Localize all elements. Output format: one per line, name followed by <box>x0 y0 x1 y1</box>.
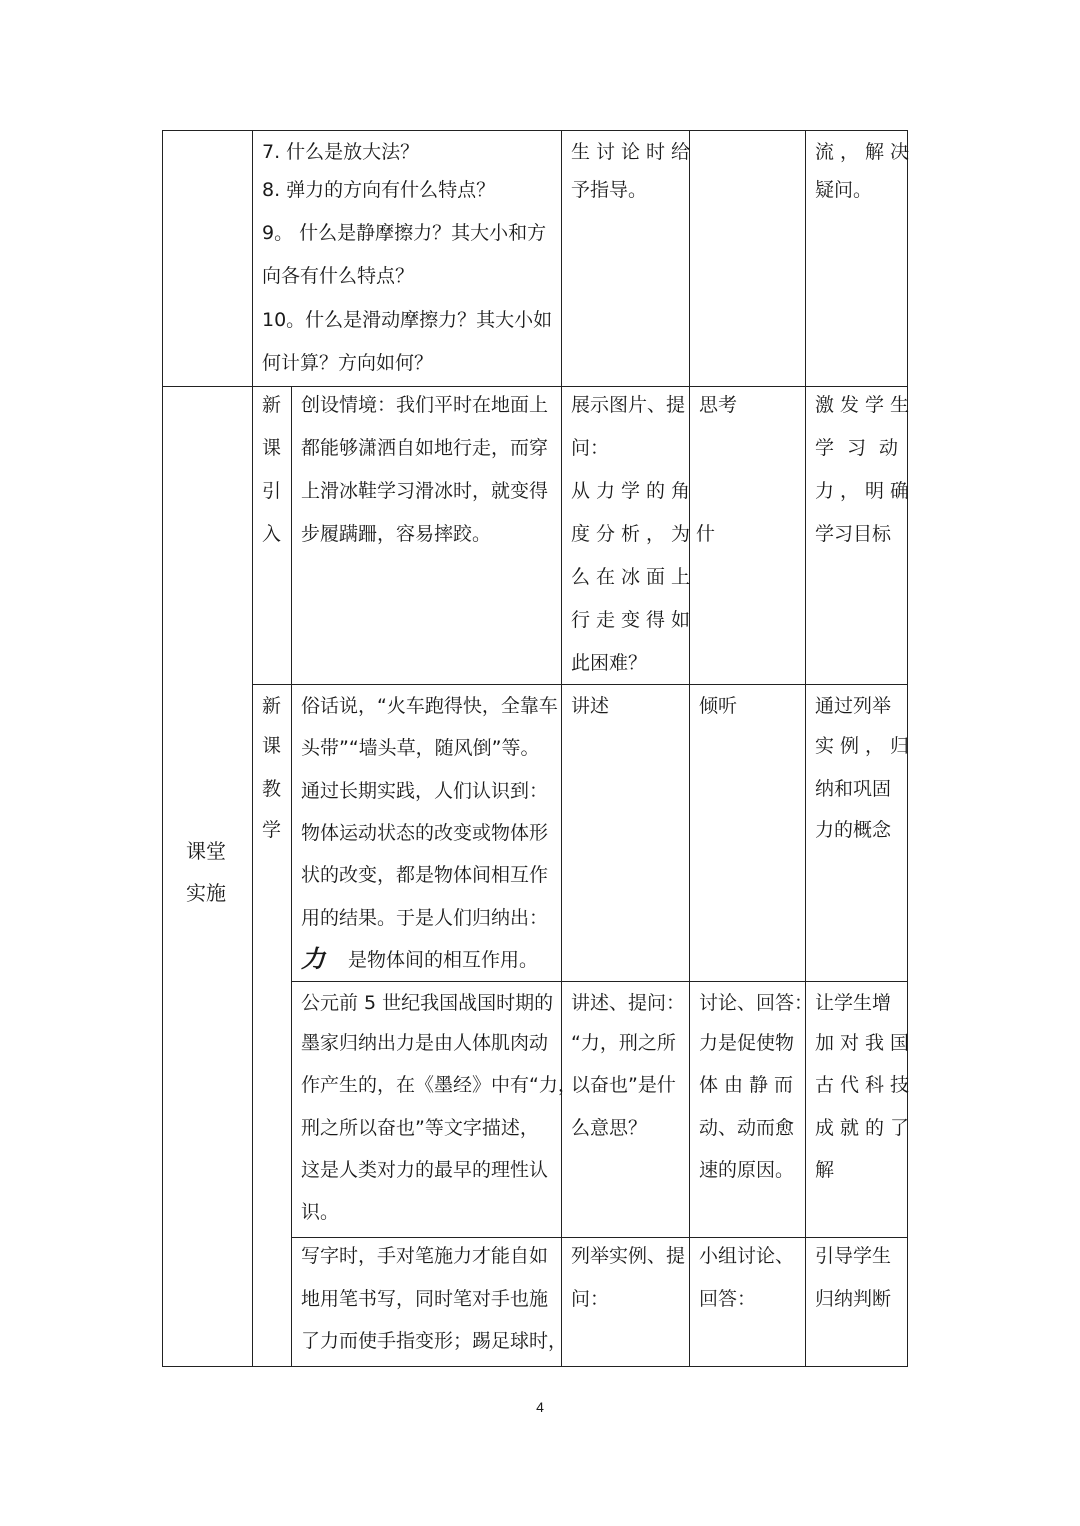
row1-purpose-line: 纳和巩固 <box>815 778 892 800</box>
stage-label: 实施 <box>186 881 226 905</box>
row1-content-line: 俗话说，“火车跑得快，全靠车 <box>301 695 558 717</box>
intro-content-line: 上滑冰鞋学习滑冰时，就变得 <box>301 480 549 502</box>
row3-content-line: 地用笔书写，同时笔对手也施 <box>301 1288 549 1310</box>
row1-content-line: 用的结果。于是人们归纳出： <box>301 907 549 929</box>
question-line: 向各有什么特点？ <box>262 265 415 287</box>
student-cell-top <box>689 130 806 387</box>
row1-teacher-cell <box>561 684 690 982</box>
row2-student-line: 体由静而 <box>699 1074 800 1096</box>
intro-sub-label: 引 <box>262 480 282 502</box>
row2-student-line: 动、动而愈 <box>699 1117 795 1139</box>
row2-content-line: 识。 <box>301 1201 340 1223</box>
row2-teacher-line: 讲述、提问： <box>571 992 686 1014</box>
row2-content-line: 刑之所以奋也”等文字描述， <box>301 1117 539 1139</box>
purpose-text: 疑问。 <box>815 179 873 201</box>
row2-content-line: 墨家归纳出力是由人体肌肉动 <box>301 1032 549 1054</box>
teacher-text: 生讨论时给 <box>571 141 697 163</box>
row1-content-line: 物体运动状态的改变或物体形 <box>301 822 549 844</box>
intro-teacher-line: 从力学的角 <box>571 480 697 502</box>
row1-student-cell <box>689 684 806 982</box>
stage-label: 课堂 <box>186 839 226 863</box>
intro-purpose-line: 激发学生 <box>815 394 916 416</box>
intro-sub-label: 入 <box>262 523 282 545</box>
intro-sub-label: 新 <box>262 394 282 416</box>
row2-student-cell <box>689 981 806 1238</box>
row2-purpose-line: 加对我国 <box>815 1032 916 1054</box>
teaching-sub-label: 学 <box>262 819 282 841</box>
row2-content-line: 作产生的，在《墨经》中有“力， <box>301 1074 577 1096</box>
intro-teacher-line: 度分析，为什 <box>571 523 722 545</box>
row1-content-line: 状的改变，都是物体间相互作 <box>301 864 549 886</box>
row2-content-line: 这是人类对力的最早的理性认 <box>301 1159 549 1181</box>
row2-purpose-line: 成就的了 <box>815 1117 916 1139</box>
intro-content-line: 都能够潇洒自如地行走，而穿 <box>301 437 549 459</box>
row2-purpose-line: 让学生增 <box>815 992 892 1014</box>
question-line: 8. 弹力的方向有什么特点？ <box>262 179 496 201</box>
row2-student-line: 讨论、回答： <box>699 992 814 1014</box>
intro-sub-label: 课 <box>262 437 282 459</box>
row2-student-line: 速的原因。 <box>699 1159 795 1181</box>
intro-teacher-line: 问： <box>571 437 610 459</box>
row1-content-line: 头带”“墙头草，随风倒”等。 <box>301 737 540 759</box>
row2-student-line: 力是促使物 <box>699 1032 795 1054</box>
intro-content-line: 创设情境：我们平时在地面上 <box>301 394 549 416</box>
row3-teacher-line: 列举实例、提 <box>571 1245 686 1267</box>
intro-purpose-line: 学习动 <box>815 437 912 459</box>
row1-purpose-line: 实例，归 <box>815 735 916 757</box>
teaching-sub-label: 新 <box>262 695 282 717</box>
row2-purpose-line: 古代科技 <box>815 1074 916 1096</box>
row2-teacher-cell <box>561 981 690 1238</box>
teacher-text: 予指导。 <box>571 179 648 201</box>
row3-content-line: 了力而使手指变形；踢足球时， <box>301 1330 568 1352</box>
purpose-text: 流，解决 <box>815 141 916 163</box>
row2-content-line: 公元前 5 世纪我国战国时期的 <box>301 992 554 1014</box>
intro-teacher-line: 么在冰面上 <box>571 566 697 588</box>
row1-content-line: 通过长期实践，人们认识到： <box>301 780 549 802</box>
row3-student-line: 小组讨论、 <box>699 1245 795 1267</box>
question-line: 9。 什么是静摩擦力？其大小和方 <box>262 222 547 244</box>
teaching-sub-label: 教 <box>262 778 282 800</box>
intro-teacher-line: 此困难？ <box>571 652 648 674</box>
stage-cell-top <box>162 130 253 387</box>
purpose-cell-top <box>805 130 908 387</box>
row2-purpose-line: 解 <box>815 1159 835 1181</box>
questions-cell <box>252 130 562 387</box>
row1-purpose-line: 通过列举 <box>815 695 892 717</box>
page-number: 4 <box>536 1399 544 1415</box>
intro-purpose-line: 学习目标 <box>815 523 892 545</box>
intro-purpose-line: 力，明确 <box>815 480 916 502</box>
row2-purpose-cell <box>805 981 908 1238</box>
intro-teacher-line: 行走变得如 <box>571 609 697 631</box>
question-line: 何计算？方向如何？ <box>262 352 434 374</box>
question-line: 10。什么是滑动摩擦力？其大小如 <box>262 309 553 331</box>
row1-bold-word: 力 <box>301 944 325 973</box>
row3-student-line: 回答： <box>699 1288 757 1310</box>
intro-student-text: 思考 <box>699 394 738 416</box>
teacher-cell-top <box>561 130 690 387</box>
row3-content-line: 写字时，手对笔施力才能自如 <box>301 1245 549 1267</box>
row2-teacher-line: “力，刑之所 <box>571 1032 676 1054</box>
row1-content-line: 是物体间的相互作用。 <box>348 949 539 971</box>
stage-cell <box>162 386 253 1367</box>
row1-student-text: 倾听 <box>699 695 738 717</box>
intro-content-line: 步履蹒跚，容易摔跤。 <box>301 523 492 545</box>
question-line: 7. 什么是放大法？ <box>262 141 420 163</box>
intro-teacher-line: 展示图片、提 <box>571 394 686 416</box>
row1-purpose-line: 力的概念 <box>815 819 892 841</box>
row3-purpose-line: 归纳判断 <box>815 1288 892 1310</box>
teaching-sub-label: 课 <box>262 735 282 757</box>
row2-teacher-line: 以奋也”是什 <box>571 1074 676 1096</box>
row2-teacher-line: 么意思？ <box>571 1117 648 1139</box>
row3-purpose-line: 引导学生 <box>815 1245 892 1267</box>
row3-teacher-line: 问： <box>571 1288 610 1310</box>
row1-teacher-text: 讲述 <box>571 695 610 717</box>
